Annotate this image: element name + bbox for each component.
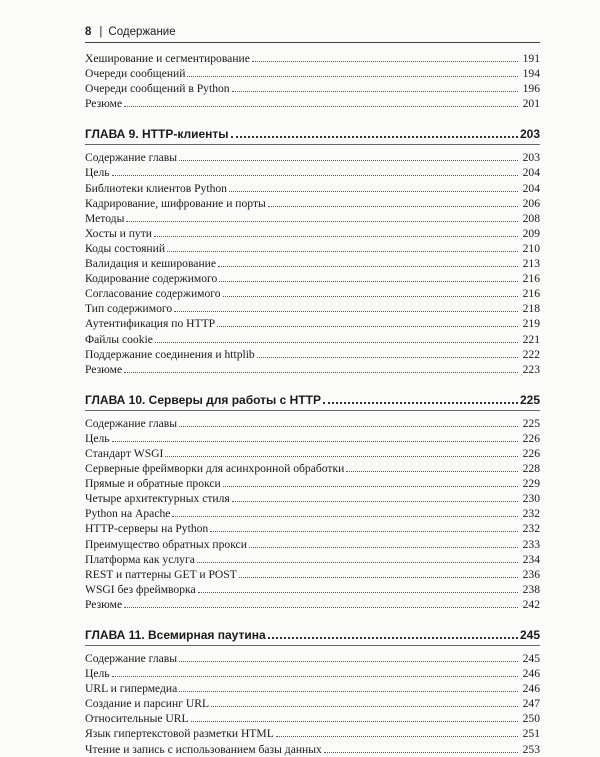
dot-leader xyxy=(252,50,518,62)
toc-entry xyxy=(85,505,540,520)
toc-entry-title: Резюме xyxy=(85,97,123,111)
dot-leader xyxy=(124,596,518,608)
dot-leader xyxy=(276,725,518,737)
dot-leader xyxy=(218,255,518,267)
toc-entry-page-number: 226 xyxy=(522,446,540,460)
chapter-title: ГЛАВА 10. Серверы для работы с HTTP xyxy=(85,392,321,407)
dot-leader xyxy=(112,430,518,442)
dot-leader xyxy=(223,475,518,487)
dot-leader xyxy=(197,551,518,563)
toc-entry xyxy=(85,65,540,80)
toc-entry xyxy=(85,255,540,270)
toc-entry-title: Язык гипертекстовой разметки HTML xyxy=(85,727,274,741)
toc-entry-title: Очереди сообщений в Python xyxy=(85,82,230,96)
toc-entry-page-number: 209 xyxy=(522,226,540,240)
dot-leader xyxy=(217,315,518,327)
toc-entry-page-number: 201 xyxy=(522,97,540,111)
toc-entry-page-number: 247 xyxy=(522,697,540,711)
dot-leader xyxy=(268,195,518,207)
toc-entry-page-number: 238 xyxy=(522,582,540,596)
toc-entry-title: Прямые и обратные прокси xyxy=(85,477,221,491)
toc-entry-page-number: 223 xyxy=(522,362,540,376)
toc-entry-title: Создание и парсинг URL xyxy=(85,697,210,711)
toc-entry-title: Резюме xyxy=(85,362,123,376)
toc-entry-title: Содержание главы xyxy=(85,151,178,165)
toc-entry-title: REST и паттерны GET и POST xyxy=(85,567,237,581)
running-header xyxy=(85,22,540,42)
toc-entry xyxy=(85,475,540,490)
toc-entry-page-number: 229 xyxy=(522,477,540,491)
chapter-section xyxy=(85,626,540,756)
toc-entry xyxy=(85,80,540,95)
toc-entry-title: Файлы cookie xyxy=(85,332,153,346)
chapter-heading xyxy=(85,626,540,642)
header-rule xyxy=(85,42,540,43)
dot-leader xyxy=(223,285,518,297)
toc-entry-title: Платформа как услуга xyxy=(85,552,195,566)
toc-entry-page-number: 204 xyxy=(522,181,540,195)
toc-entry xyxy=(85,415,540,430)
toc-entry xyxy=(85,195,540,210)
toc-entry-page-number: 232 xyxy=(522,522,540,536)
dot-leader xyxy=(239,566,518,578)
chapter-heading xyxy=(85,391,540,407)
dot-leader xyxy=(179,149,518,161)
toc-entry-title: Четыре архитектурных стиля xyxy=(85,492,230,506)
dot-leader xyxy=(124,361,518,373)
toc-entry-page-number: 228 xyxy=(522,462,540,476)
toc-entry xyxy=(85,710,540,725)
toc-entry-title: Стандарт WSGI xyxy=(85,446,164,460)
toc-entry-page-number: 203 xyxy=(522,151,540,165)
toc-entry-page-number: 236 xyxy=(522,567,540,581)
toc-entry-title: Чтение и запись с использованием базы данных xyxy=(85,742,322,756)
chapter-title: ГЛАВА 11. Всемирная паутина xyxy=(85,628,266,642)
toc-entry xyxy=(85,741,540,756)
dot-leader xyxy=(268,626,518,639)
toc-entry xyxy=(85,331,540,346)
dot-leader xyxy=(154,225,518,237)
toc-entry-page-number: 226 xyxy=(522,431,540,445)
toc-entry-title: Серверные фреймворки для асинхронной обработки xyxy=(85,462,345,476)
toc-entry-page-number: 194 xyxy=(522,67,540,81)
toc-entry xyxy=(85,430,540,445)
toc-entry-page-number: 233 xyxy=(522,537,540,551)
toc-entry-page-number: 232 xyxy=(522,507,540,521)
toc-entry-title: Согласование содержимого xyxy=(85,287,221,301)
chapter-spacer xyxy=(85,611,540,626)
dot-leader xyxy=(112,164,518,176)
dot-leader xyxy=(112,665,518,677)
dot-leader xyxy=(346,460,518,472)
chapter-rule xyxy=(85,410,540,411)
chapter-section xyxy=(85,125,540,375)
dot-leader xyxy=(172,505,518,517)
dot-leader xyxy=(167,240,518,252)
toc-entry xyxy=(85,445,540,460)
toc-entry-title: HTTP-серверы на Python xyxy=(85,522,209,536)
dot-leader xyxy=(165,445,518,457)
toc-entry-title: Кадрирование, шифрование и порты xyxy=(85,196,266,210)
toc-entry-page-number: 234 xyxy=(522,552,540,566)
toc-entry xyxy=(85,695,540,710)
toc-entry-page-number: 225 xyxy=(522,416,540,430)
toc-entry xyxy=(85,270,540,285)
toc-entry-page-number: 206 xyxy=(522,196,540,210)
toc-entry xyxy=(85,361,540,376)
toc-entry xyxy=(85,315,540,330)
toc-entry-page-number: 210 xyxy=(522,241,540,255)
toc-entry xyxy=(85,50,540,65)
toc-entry xyxy=(85,725,540,740)
dot-leader xyxy=(179,650,518,662)
toc-entry-page-number: 230 xyxy=(522,492,540,506)
toc-entry xyxy=(85,650,540,665)
chapter-page-number: 203 xyxy=(519,127,540,142)
toc-entry-title: Относительные URL xyxy=(85,712,189,726)
toc-entry-title: Цель xyxy=(85,166,110,180)
toc-entry-title: Цель xyxy=(85,667,110,681)
dot-leader xyxy=(211,695,518,707)
toc-entry-title: Методы xyxy=(85,211,125,225)
dot-leader xyxy=(219,270,518,282)
toc-entry xyxy=(85,520,540,535)
toc-entry-title: Преимущество обратных прокси xyxy=(85,537,247,551)
toc-entry xyxy=(85,460,540,475)
toc-entry xyxy=(85,346,540,361)
toc-entry xyxy=(85,149,540,164)
dot-leader xyxy=(210,520,518,532)
dot-leader xyxy=(229,180,518,192)
toc-entry-title: Аутентификация по HTTP xyxy=(85,317,216,331)
toc-entry-title: Резюме xyxy=(85,597,123,611)
table-of-contents xyxy=(85,50,540,756)
dot-leader xyxy=(187,65,518,77)
chapter-spacer xyxy=(85,110,540,125)
chapters xyxy=(85,110,540,755)
toc-entry-page-number: 218 xyxy=(522,302,540,316)
toc-entry-title: Очереди сообщений xyxy=(85,67,186,81)
toc-entry-title: Тип содержимого xyxy=(85,302,173,316)
header-separator: | xyxy=(99,26,103,38)
toc-entry-page-number: 191 xyxy=(522,52,540,65)
toc-entry-title: Кодирование содержимого xyxy=(85,272,218,286)
dot-leader xyxy=(249,536,518,548)
toc-entry-page-number: 216 xyxy=(522,287,540,301)
toc-entry xyxy=(85,680,540,695)
toc-entry-page-number: 250 xyxy=(522,712,540,726)
toc-entry-title: URL и гипермедиа xyxy=(85,682,178,696)
toc-entry xyxy=(85,566,540,581)
dot-leader xyxy=(198,581,518,593)
toc-entry xyxy=(85,300,540,315)
toc-entry-page-number: 216 xyxy=(522,272,540,286)
toc-entry-page-number: 222 xyxy=(522,347,540,361)
toc-entry xyxy=(85,581,540,596)
toc-entry-page-number: 196 xyxy=(522,82,540,96)
toc-entry-title: Содержание главы xyxy=(85,416,178,430)
toc-entry-page-number: 221 xyxy=(522,332,540,346)
toc-entry-title: Библиотеки клиентов Python xyxy=(85,181,227,195)
toc-entry-page-number: 246 xyxy=(522,682,540,696)
dot-leader xyxy=(257,346,518,358)
chapter-page-number: 245 xyxy=(519,628,540,642)
chapter-section xyxy=(85,391,540,611)
dot-leader xyxy=(174,300,518,312)
toc-entry xyxy=(85,665,540,680)
dot-leader xyxy=(231,125,518,138)
dot-leader xyxy=(126,210,518,222)
toc-entry xyxy=(85,225,540,240)
dot-leader xyxy=(232,80,518,92)
toc-entry-title: Хосты и пути xyxy=(85,226,153,240)
toc-entry-title: WSGI без фреймворка xyxy=(85,582,196,596)
toc-entry-page-number: 251 xyxy=(522,727,540,741)
toc-entry-title: Цель xyxy=(85,431,110,445)
toc-entry-page-number: 213 xyxy=(522,257,540,271)
chapter-heading xyxy=(85,125,540,141)
toc-entry-page-number: 245 xyxy=(522,652,540,665)
toc-entry xyxy=(85,240,540,255)
dot-leader xyxy=(232,490,518,502)
toc-entry xyxy=(85,210,540,225)
toc-entry-page-number: 242 xyxy=(522,597,540,611)
chapter-spacer xyxy=(85,376,540,391)
chapter-title: ГЛАВА 9. HTTP-клиенты xyxy=(85,127,229,142)
toc-entry-title: Коды состояний xyxy=(85,241,166,255)
chapter-rule xyxy=(85,144,540,145)
toc-entry xyxy=(85,536,540,551)
dot-leader xyxy=(191,710,518,722)
toc-entry xyxy=(85,180,540,195)
toc-entry xyxy=(85,164,540,179)
toc-entry-title: Поддержание соединения и httplib xyxy=(85,347,255,361)
toc-entry-page-number: 219 xyxy=(522,317,540,331)
toc-entry-page-number: 204 xyxy=(522,166,540,180)
toc-entry-page-number: 208 xyxy=(522,211,540,225)
dot-leader xyxy=(179,415,518,427)
dot-leader xyxy=(155,331,518,343)
chapter-page-number: 225 xyxy=(519,392,540,407)
toc-entry xyxy=(85,490,540,505)
toc-entry-title: Содержание главы xyxy=(85,652,178,665)
dot-leader xyxy=(179,680,518,692)
toc-entry-title: Хеширование и сегментирование xyxy=(85,52,250,65)
toc-entry-page-number: 253 xyxy=(522,742,540,756)
dot-leader xyxy=(124,95,518,107)
header-page-number: 8 xyxy=(85,26,92,38)
toc-entry-title: Валидация и кеширование xyxy=(85,257,216,271)
toc-entry xyxy=(85,596,540,611)
toc-entry xyxy=(85,551,540,566)
toc-entry-title: Python на Apache xyxy=(85,507,171,521)
header-section-title: Содержание xyxy=(108,26,176,38)
intro-entries xyxy=(85,50,540,110)
toc-entry xyxy=(85,95,540,110)
toc-entry-page-number: 246 xyxy=(522,667,540,681)
dot-leader xyxy=(324,741,518,753)
toc-entry xyxy=(85,285,540,300)
chapter-rule xyxy=(85,645,540,646)
dot-leader xyxy=(323,391,518,404)
